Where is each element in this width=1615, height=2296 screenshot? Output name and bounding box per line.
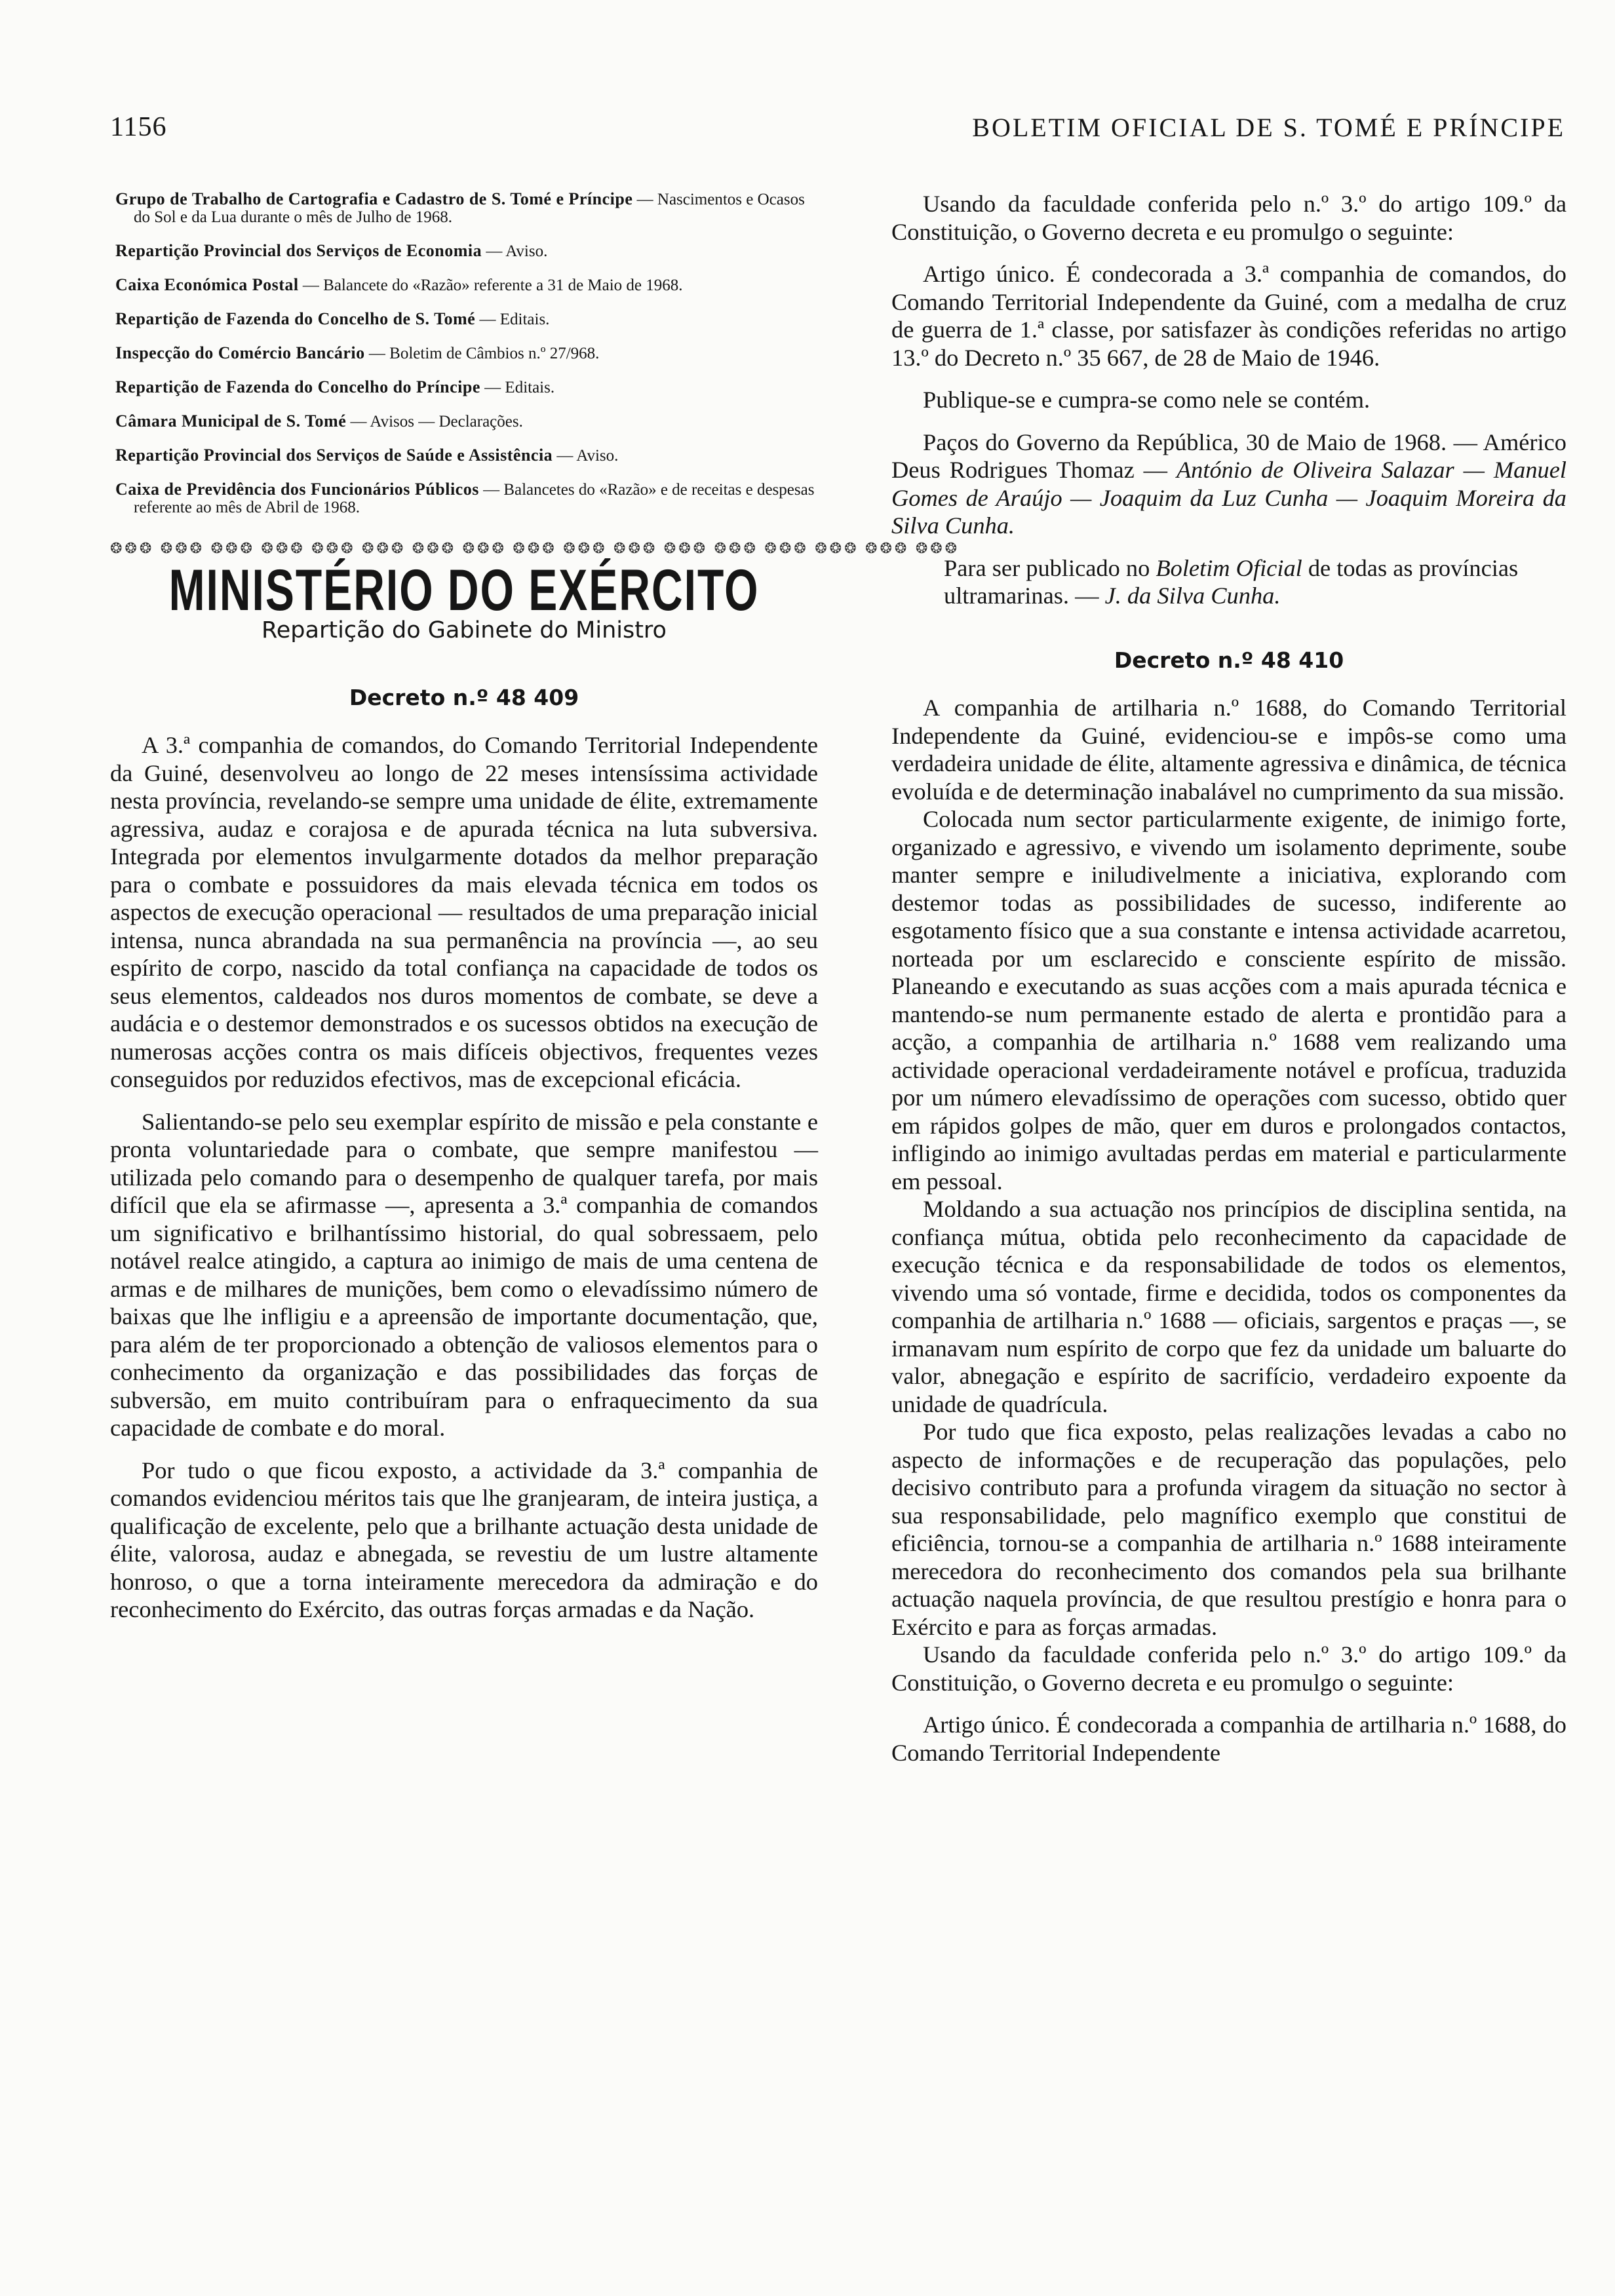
right-column (891, 190, 1566, 1767)
decree-title: Decreto n.º 48 410 (1114, 647, 1344, 673)
ornament-divider: ❂❂❂ ❂❂❂ ❂❂❂ ❂❂❂ ❂❂❂ ❂❂❂ ❂❂❂ ❂❂❂ ❂❂❂ ❂❂❂ ❂❂❂ ❂❂❂ ❂❂❂ ❂❂❂ ❂❂❂ ❂❂❂ ❂❂❂ (110, 540, 960, 556)
signature-block: Paços do Governo da República, 30 de Maio de 1968. — Américo Deus Rodrigues Thomaz — António de Oliveira Salazar — Manuel Gomes de Araújo — Joaquim da Luz Cunha — Joaquim Moreira da Silva Cunha. (891, 429, 1566, 539)
publication-note: Para ser publicado no Boletim Oficial de todas as províncias ultramarinas. — J. da Silva Cunha. (944, 554, 1519, 609)
decree-paragraph: Usando da faculdade conferida pelo n.º 3.º do artigo 109.º da Constituição, o Governo decreta e eu promulgo o seguinte: (891, 191, 1566, 245)
decree-article: Artigo único. É condecorada a companhia de artilharia n.º 1688, do Comando Territorial Independente (891, 1712, 1566, 1766)
summary-item: Repartição de Fazenda do Concelho do Príncipe — Editais. (115, 377, 555, 396)
office-subheading: Repartição do Gabinete do Ministro (262, 617, 667, 643)
decree-paragraph: A 3.ª companhia de comandos, do Comando Territorial Independente da Guiné, desenvolveu ao longo de 22 meses intensíssima actividade nesta província, revelando-se sempre uma unidade de élite, extremamente agressiva, audaz e corajosa e de apurada técnica na luta subversiva. Integrada por elementos invulgarmente dotados da melhor preparação para o combate e possuidores da mais elevada técnica em todos os aspectos de execução operacional — resultados de uma preparação inicial intensa, nunca abrandada na sua permanência na província —, ao seu espírito de corpo, nascido da total confiança na capacidade de todos os seus elementos, caldeados nos duros momentos de combate, se deve a audácia e o destemor demonstrados e os sucessos obtidos na execução de numerosas acções contra os mais difíceis objectivos, frequentes vezes conseguidos por reduzidos efectivos, mas de excepcional eficácia. (110, 732, 818, 1092)
decree-paragraph: Moldando a sua actuação nos princípios de disciplina sentida, na confiança mútua, obtida pelo reconhecimento da capacidade de execução técnica e da responsabilidade de todos os elementos, vivendo uma só vontade, firme e decidida, todos os componentes da companhia de artilharia n.º 1688 — oficiais, sargentos e praças —, se irmanavam num espírito de corpo que fez da unidade um baluarte do valor, abnegação e espírito de sacrifício, verdadeiro expoente da unidade de quadrícula. (891, 1196, 1566, 1417)
decree-paragraph: Publique-se e cumpra-se como nele se contém. (923, 387, 1371, 413)
page-number: 1156 (110, 112, 167, 142)
summary-list (110, 190, 818, 516)
decree-paragraph: Por tudo que fica exposto, pelas realizações levadas a cabo no aspecto de informações e de recuperação das populações, pelo decisivo contributo para a profunda viragem da situação no sector à sua responsabilidade, pelo magnífico exemplo que constitui de eficiência, tornou-se a companhia de artilharia n.º 1688 inteiramente merecedora do reconhecimento dos comandos pela sua brilhante actuação naquela província, de que resultou prestígio e honra para o Exército e para as forças armadas. (891, 1419, 1566, 1640)
ministry-heading: MINISTÉRIO DO EXÉRCITO (168, 556, 760, 622)
decree-title: Decreto n.º 48 409 (349, 684, 579, 710)
left-column (110, 189, 960, 1624)
summary-item: Repartição Provincial dos Serviços de Saúde e Assistência — Aviso. (115, 446, 619, 465)
page-header (110, 97, 1565, 143)
summary-item: Inspecção do Comércio Bancário — Boletim de Câmbios n.º 27/968. (115, 343, 600, 362)
decree-paragraph: Usando da faculdade conferida pelo n.º 3.º do artigo 109.º da Constituição, o Governo decreta e eu promulgo o seguinte: (891, 1641, 1566, 1696)
summary-item: Grupo de Trabalho de Cartografia e Cadastro de S. Tomé e Príncipe — Nascimentos e Ocasos do Sol e da Lua durante o mês de Julho de 1968. (115, 189, 805, 226)
decree-paragraph: Por tudo o que ficou exposto, a actividade da 3.ª companhia de comandos evidenciou méritos tais que lhe granjearam, de inteira justiça, a qualificação de excelente, pelo que a brilhante actuação desta unidade de élite, valorosa, audaz e abnegada, se revestiu de um lustre altamente honroso, o que a torna inteiramente merecedora da admiração e do reconhecimento do Exército, das outras forças armadas e da Nação. (110, 1457, 818, 1622)
summary-item: Caixa Económica Postal — Balancete do «Razão» referente a 31 de Maio de 1968. (115, 275, 683, 294)
summary-item: Repartição de Fazenda do Concelho de S. Tomé — Editais. (115, 309, 550, 328)
decree-paragraph: Salientando-se pelo seu exemplar espírito de missão e pela constante e pronta voluntariedade para o combate, que sempre manifestou — utilizada pelo comando para o desempenho de qualquer tarefa, por mais difícil que ela se afirmasse —, apresenta a 3.ª companhia de comandos um significativo e brilhantíssimo historial, do qual sobressaem, pelo notável realce atingido, a captura ao inimigo de mais de uma centena de armas e de milhares de munições, bem como o elevadíssimo número de baixas que lhe infligiu e a apreensão de importante documentação, que, para além de ter proporcionado a obtenção de valiosos elementos para o conhecimento da organização e das possibilidades das forças de subversão, em muito contribuíram para o enfraquecimento da sua capacidade de combate e do moral. (110, 1108, 818, 1441)
decree-article: Artigo único. É condecorada a 3.ª companhia de comandos, do Comando Territorial Independente da Guiné, com a medalha de cruz de guerra de 1.ª classe, por satisfazer às condições referidas no artigo 13.º do Decreto n.º 35 667, de 28 de Maio de 1946. (891, 261, 1566, 371)
publication-title: BOLETIM OFICIAL DE S. TOMÉ E PRÍNCIPE (972, 113, 1565, 142)
summary-item: Repartição Provincial dos Serviços de Economia — Aviso. (115, 241, 548, 260)
summary-item: Câmara Municipal de S. Tomé — Avisos — Declarações. (115, 411, 523, 430)
decree-paragraph: Colocada num sector particularmente exigente, de inimigo forte, organizado e agressivo, e vivendo um isolamento deprimente, soube manter sempre e iniludivelmente a iniciativa, explorando com destemor todas as possibilidades de sucesso, indiferente ao esgotamento físico que a sua constante e intensa actividade acarretou, norteada por um esclarecido e consciente espírito de missão. Planeando e executando as suas acções com a mais apurada técnica e mantendo-se num permanente estado de alerta e prontidão para a acção, a companhia de artilharia n.º 1688 vem realizando uma actividade operacional verdadeiramente notável e profícua, traduzida por um número elevadíssimo de operações com sucesso, obtido quer em rápidos golpes de mão, quer em duros e prolongados contactos, infligindo ao inimigo avultadas perdas em material e particularmente em pessoal. (891, 806, 1566, 1195)
summary-item: Caixa de Previdência dos Funcionários Públicos — Balancetes do «Razão» e de receitas e despesas referente ao mês de Abril de 1968. (115, 480, 815, 516)
decree-paragraph: A companhia de artilharia n.º 1688, do Comando Territorial Independente da Guiné, evidenciou-se e impôs-se como uma verdadeira unidade de élite, altamente agressiva e dinâmica, de técnica evoluída e de determinação inabalável no cumprimento da sua missão. (891, 695, 1566, 805)
